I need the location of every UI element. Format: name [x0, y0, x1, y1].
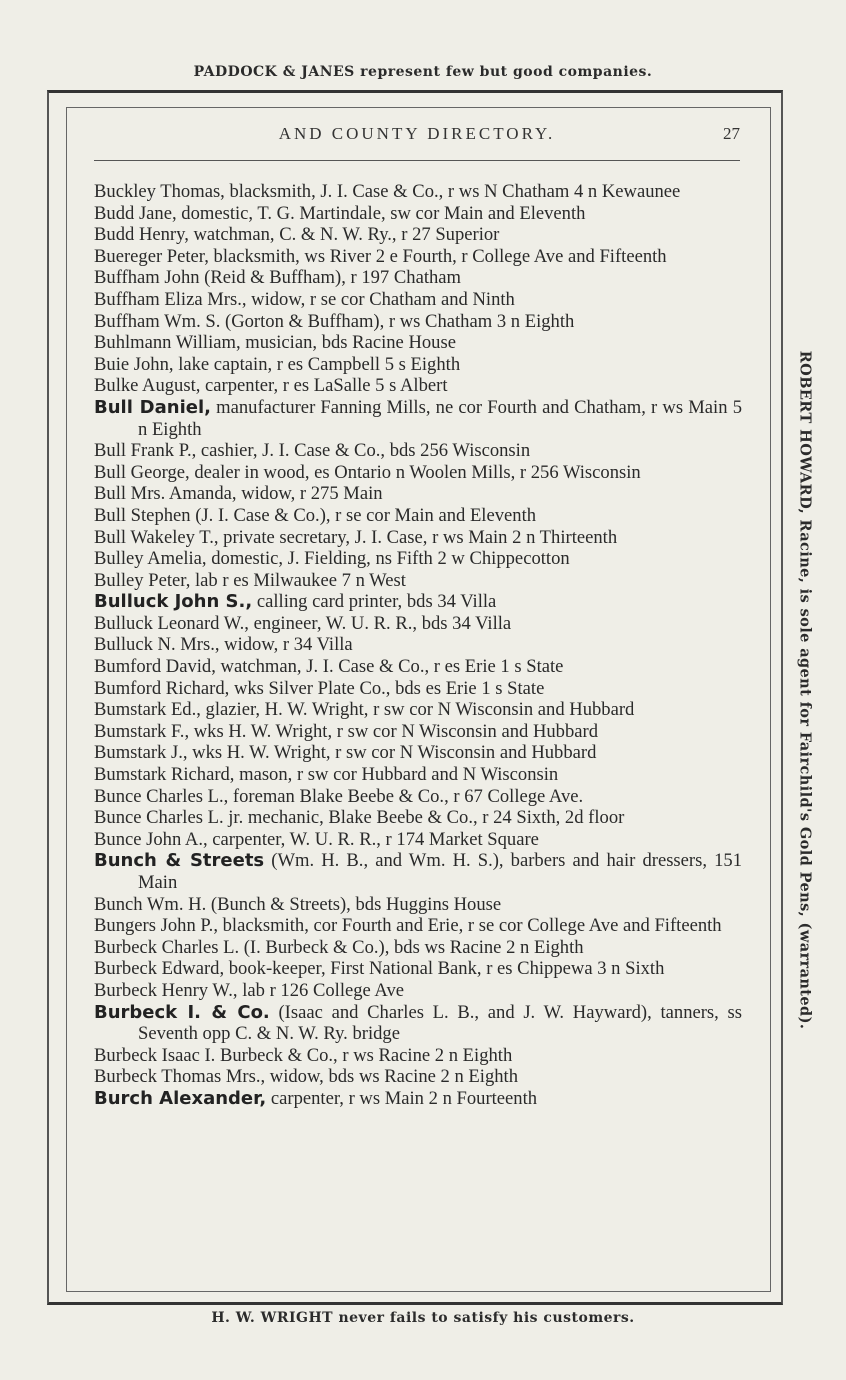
directory-entry: [94, 505, 742, 527]
directory-entries: [94, 181, 742, 1110]
directory-entry: [94, 721, 742, 743]
directory-entry: [94, 397, 742, 440]
entry-text: Budd Jane, domestic, T. G. Martindale, sw cor Main and Eleventh: [94, 202, 586, 224]
entry-text: Bumstark J., wks H. W. Wright, r sw cor N Wisconsin and Hubbard: [94, 742, 597, 764]
entry-text: Bulluck Leonard W., engineer, W. U. R. R., bds 34 Villa: [94, 612, 512, 634]
entry-text: Buffham Eliza Mrs., widow, r se cor Chatham and Ninth: [94, 288, 515, 310]
page-number: 27: [723, 124, 740, 143]
directory-entry: [94, 678, 742, 700]
entry-text: Budd Henry, watchman, C. & N. W. Ry., r 27 Superior: [94, 224, 500, 246]
directory-entry: [94, 980, 742, 1002]
directory-entry: [94, 937, 742, 959]
entry-text: Buhlmann William, musician, bds Racine House: [94, 332, 456, 354]
entry-text: Bulley Peter, lab r es Milwaukee 7 n West: [94, 569, 406, 591]
entry-bold-name: Bull Daniel,: [94, 396, 211, 418]
directory-entry: [94, 527, 742, 549]
directory-entry: [94, 656, 742, 678]
entry-text: Burbeck Edward, book-keeper, First National Bank, r es Chippewa 3 n Sixth: [94, 958, 665, 980]
entry-text: Bumstark Ed., glazier, H. W. Wright, r sw cor N Wisconsin and Hubbard: [94, 699, 635, 721]
directory-entry: [94, 591, 742, 613]
entry-text: manufacturer Fanning Mills, ne cor Fourth and Chatham, r ws Main 5 n Eighth: [138, 396, 742, 440]
entry-text: Burbeck Thomas Mrs., widow, bds ws Racine 2 n Eighth: [94, 1066, 518, 1088]
entry-text: Bulley Amelia, domestic, J. Fielding, ns Fifth 2 w Chippecotton: [94, 548, 570, 570]
directory-entry: [94, 354, 742, 376]
running-head: AND COUNTY DIRECTORY.: [278, 124, 556, 143]
entry-text: Bull Wakeley T., private secretary, J. I. Case, r ws Main 2 n Thirteenth: [94, 526, 618, 548]
entry-text: Bulluck N. Mrs., widow, r 34 Villa: [94, 634, 353, 656]
header-rule: [94, 160, 740, 161]
entry-text: Bull Stephen (J. I. Case & Co.), r se cor Main and Eleventh: [94, 504, 537, 526]
directory-entry: [94, 462, 742, 484]
directory-entry: [94, 311, 742, 333]
entry-bold-name: Bunch & Streets: [94, 850, 265, 872]
directory-entry: [94, 440, 742, 462]
entry-text: calling card printer, bds 34 Villa: [252, 591, 497, 613]
entry-text: Buckley Thomas, blacksmith, J. I. Case & Co., r ws N Chatham 4 n Kewaunee: [94, 181, 681, 202]
directory-entry: [94, 246, 742, 268]
directory-entry: [94, 764, 742, 786]
directory-entry: [94, 483, 742, 505]
side-advertisement-text: ROBERT HOWARD, Racine, is sole agent for Fairchild's Gold Pens, (warranted).: [796, 350, 814, 1030]
top-advertisement: PADDOCK & JANES represent few but good companies.: [193, 64, 653, 80]
entry-text: Bulke August, carpenter, r es LaSalle 5 s Albert: [94, 375, 448, 397]
entry-text: Bumstark Richard, mason, r sw cor Hubbard and N Wisconsin: [94, 764, 559, 786]
entry-text: Bumstark F., wks H. W. Wright, r sw cor N Wisconsin and Hubbard: [94, 720, 599, 742]
entry-text: Bull Mrs. Amanda, widow, r 275 Main: [94, 483, 383, 505]
entry-text: Burbeck Charles L. (I. Burbeck & Co.), bds ws Racine 2 n Eighth: [94, 936, 584, 958]
directory-entry: [94, 1066, 742, 1088]
entry-bold-name: Burbeck I. & Co.: [94, 1001, 270, 1023]
directory-entry: [94, 224, 742, 246]
directory-entry: [94, 742, 742, 764]
directory-entry: [94, 786, 742, 808]
entry-text: carpenter, r ws Main 2 n Fourteenth: [266, 1087, 538, 1109]
directory-entry: [94, 1002, 742, 1045]
entry-text: Bunce Charles L. jr. mechanic, Blake Beebe & Co., r 24 Sixth, 2d floor: [94, 807, 625, 829]
directory-entry: [94, 807, 742, 829]
entry-text: (Wm. H. B., and Wm. H. S.), barbers and hair dressers, 151 Main: [138, 850, 742, 893]
entry-text: Buffham Wm. S. (Gorton & Buffham), r ws Chatham 3 n Eighth: [94, 310, 575, 332]
directory-entry: [94, 332, 742, 354]
entry-text: Bumford David, watchman, J. I. Case & Co., r es Erie 1 s State: [94, 656, 564, 678]
entry-bold-name: Burch Alexander,: [94, 1087, 267, 1109]
directory-entry: [94, 375, 742, 397]
directory-entry: [94, 634, 742, 656]
bottom-advertisement: H. W. WRIGHT never fails to satisfy his customers.: [211, 1310, 635, 1326]
entry-text: Burbeck Isaac I. Burbeck & Co., r ws Racine 2 n Eighth: [94, 1044, 513, 1066]
directory-entry: [94, 958, 742, 980]
entry-text: (Isaac and Charles L. B., and J. W. Hayward), tanners, ss Seventh opp C. & N. W. Ry. bridge: [138, 1001, 743, 1045]
page-header: [94, 124, 740, 148]
entry-text: Buereger Peter, blacksmith, ws River 2 e Fourth, r College Ave and Fifteenth: [94, 245, 667, 267]
entry-text: Burbeck Henry W., lab r 126 College Ave: [94, 979, 405, 1001]
directory-entry: [94, 894, 742, 916]
directory-entry: [94, 181, 742, 203]
entry-text: Bunch Wm. H. (Bunch & Streets), bds Huggins House: [94, 893, 502, 915]
entry-text: Buie John, lake captain, r es Campbell 5 s Eighth: [94, 353, 461, 375]
directory-entry: [94, 1045, 742, 1067]
directory-entry: [94, 699, 742, 721]
directory-entry: [94, 850, 742, 893]
directory-entry: [94, 829, 742, 851]
entry-text: Bunce Charles L., foreman Blake Beebe & Co., r 67 College Ave.: [94, 785, 584, 807]
directory-entry: [94, 203, 742, 225]
directory-entry: [94, 1088, 742, 1110]
directory-entry: [94, 613, 742, 635]
entry-text: Bull George, dealer in wood, es Ontario n Woolen Mills, r 256 Wisconsin: [94, 461, 641, 483]
directory-entry: [94, 548, 742, 570]
entry-text: Bull Frank P., cashier, J. I. Case & Co., bds 256 Wisconsin: [94, 440, 531, 462]
entry-bold-name: Bulluck John S.,: [94, 591, 253, 613]
directory-entry: [94, 267, 742, 289]
directory-entry: [94, 289, 742, 311]
entry-text: Buffham John (Reid & Buffham), r 197 Chatham: [94, 267, 462, 289]
entry-text: Bunce John A., carpenter, W. U. R. R., r 174 Market Square: [94, 828, 539, 850]
entry-text: Bungers John P., blacksmith, cor Fourth and Erie, r se cor College Ave and Fifteenth: [94, 915, 722, 937]
directory-entry: [94, 915, 742, 937]
directory-entry: [94, 570, 742, 592]
entry-text: Bumford Richard, wks Silver Plate Co., bds es Erie 1 s State: [94, 677, 545, 699]
